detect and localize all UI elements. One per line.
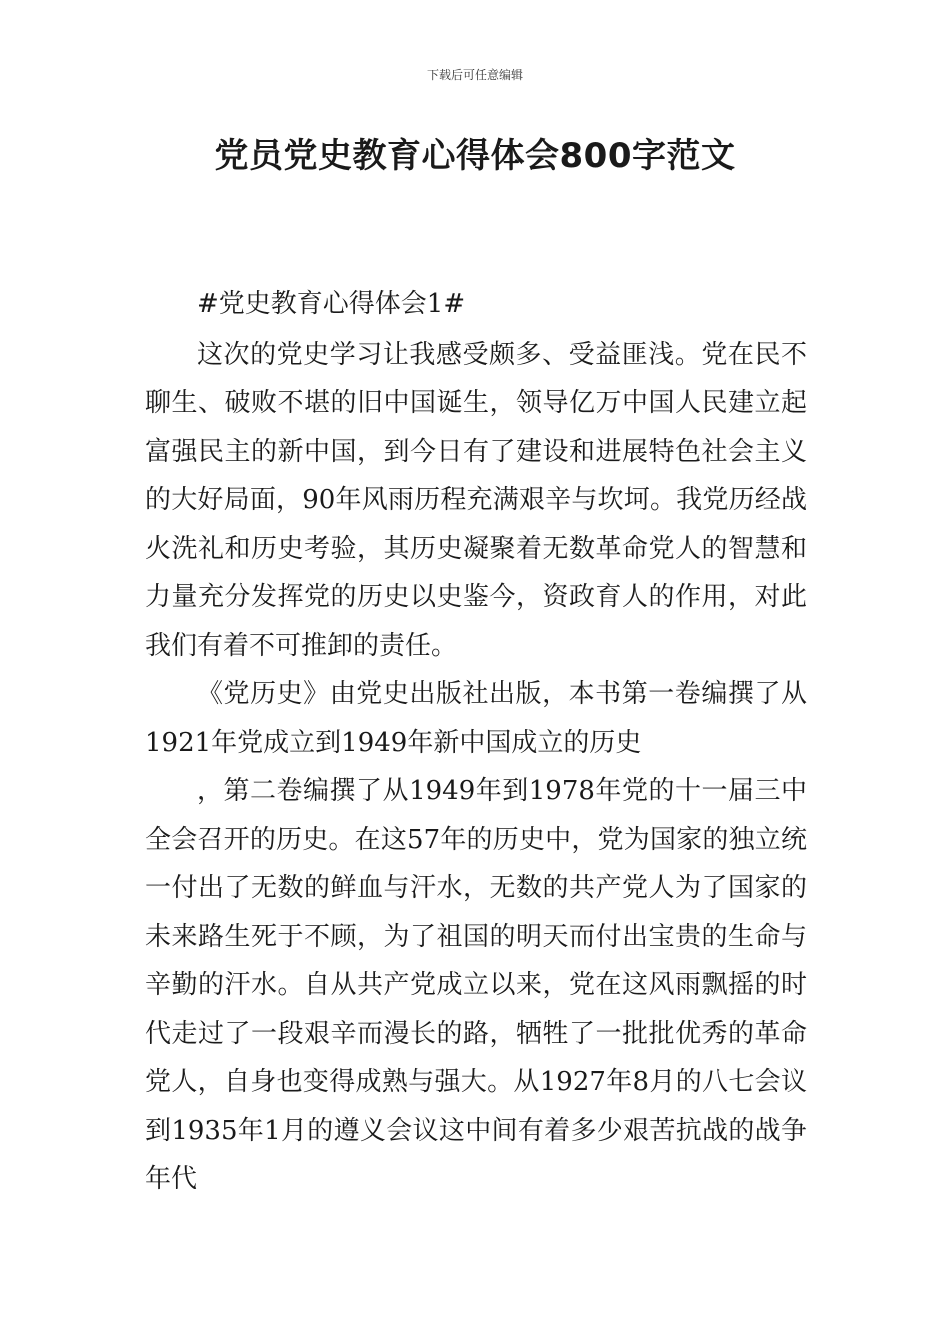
header-note: 下载后可任意编辑 — [426, 68, 523, 82]
document-title: 党员党史教育心得体会800字范文 — [214, 136, 736, 176]
document-body — [145, 280, 807, 1204]
paragraph-2: 《党历史》由党史出版社出版，本书第一卷编撰了从1921年党成立到1949年新中国成立的历史 — [145, 679, 807, 758]
paragraph-3: ，第二卷编撰了从1949年到1978年党的十一届三中全会召开的历史。在这57年的历史中，党为国家的独立统一付出了无数的鲜血与汗水，无数的共产党人为了国家的未来路生死于不顾，为了祖国的明天而付出宝贵的生命与辛勤的汗水。自从共产党成立以来，党在这风雨飘摇的时代走过了一段艰辛而漫长的路，牺牲了一批批优秀的革命党人，自身也变得成熟与强大。从1927年8月的八七会议到1935年1月的遵义会议这中间有着多少艰苦抗战的战争年代 — [145, 776, 807, 1194]
paragraph-1: 这次的党史学习让我感受颇多、受益匪浅。党在民不聊生、破败不堪的旧中国诞生，领导亿万中国人民建立起富强民主的新中国，到今日有了建设和进展特色社会主义的大好局面，90年风雨历程充满艰辛与坎坷。我党历经战火洗礼和历史考验，其历史凝聚着无数革命党人的智慧和力量充分发挥党的历史以史鉴今，资政育人的作用，对此我们有着不可推卸的责任。 — [145, 339, 807, 661]
section-heading: #党史教育心得体会1# — [197, 289, 466, 319]
